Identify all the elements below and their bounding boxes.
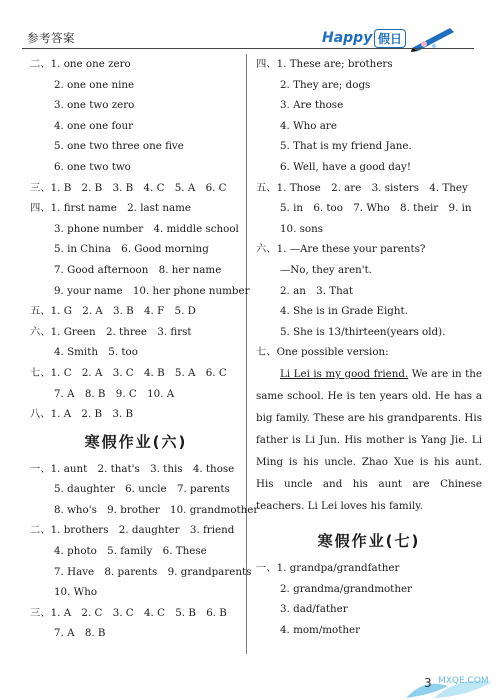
- happy-holiday-logo: [318, 24, 458, 54]
- answer-line: 7. A 8. B: [54, 627, 106, 640]
- header-rule: [22, 48, 474, 49]
- answer-line: 4. She is in Grade Eight.: [280, 305, 408, 318]
- answer-line: 六、1. —Are these your parents?: [256, 243, 426, 256]
- answer-line: 8. who's 9. brother 10. grandmother: [54, 503, 259, 516]
- section-title-homework-6: 寒假作业(六): [84, 432, 188, 451]
- answer-line: 7. Have 8. parents 9. grandparents: [54, 565, 252, 578]
- answer-line: 二、1. brothers 2. daughter 3. friend: [30, 524, 235, 537]
- answer-line: 一、1. aunt 2. that's 3. this 4. those: [30, 462, 235, 475]
- section-title-homework-7: 寒假作业(七): [317, 531, 421, 550]
- answer-line: 四、1. These are; brothers: [256, 58, 393, 70]
- page-number: 3: [424, 676, 432, 690]
- answer-line: 七、1. C 2. A 3. C 4. B 5. A 6. C: [30, 366, 227, 379]
- answer-line: 4. Smith 5. too: [54, 346, 138, 359]
- answer-line: 5. in China 6. Good morning: [54, 243, 209, 256]
- essay-body-text: We are in the same school. He is ten years old. He has a big family. These are his grandparents. His father is Li Jun. His mother is Yang Jie. Li Ming is his uncle. Zhao Xue is his aunt. His uncle and his aunt are Chinese teachers. Li Lei loves his family.: [256, 367, 483, 512]
- answer-line: 三、1. B 2. B 3. B 4. C 5. A 6. C: [30, 181, 227, 194]
- answer-line: 二、1. one one zero: [30, 58, 131, 70]
- right-column: [256, 54, 482, 640]
- logo-happy-text: Happy: [322, 30, 373, 46]
- answer-line: 七、One possible version:: [256, 346, 389, 359]
- answer-line: —No, they aren't.: [280, 263, 373, 276]
- answer-line: 五、1. Those 2. are 3. sisters 4. They: [256, 181, 468, 194]
- answer-line: 5. one two three one five: [54, 140, 184, 153]
- answer-line: 八、1. A 2. B 3. B: [30, 408, 134, 421]
- answer-line: 三、1. A 2. C 3. C 4. C 5. B 6. B: [30, 606, 227, 619]
- answer-line: 6. one two two: [54, 160, 131, 173]
- answer-line: 4. one one four: [54, 119, 134, 132]
- answer-line: 4. Who are: [280, 119, 337, 132]
- answer-line: 3. one two zero: [54, 99, 135, 112]
- site-watermark: MXQE.COM: [438, 676, 489, 686]
- answer-line: 五、1. G 2. A 3. B 4. F 5. D: [30, 305, 196, 318]
- left-column: [30, 54, 259, 644]
- essay-underlined-sentence: Li Lei is my good friend.: [280, 367, 409, 380]
- answer-line: 3. dad/father: [280, 603, 348, 616]
- answer-line: 六、1. Green 2. three 3. first: [30, 325, 192, 338]
- answer-key-label: 参考答案: [27, 31, 75, 45]
- answer-line: 9. your name 10. her phone number: [54, 284, 250, 297]
- sample-essay-paragraph: [256, 363, 482, 517]
- answer-line: 5. She is 13/thirteen(years old).: [280, 325, 446, 338]
- logo-holiday-text: 假日: [374, 29, 406, 48]
- answer-line: 2. They are; dogs: [280, 78, 371, 91]
- answer-line: 5. daughter 6. uncle 7. parents: [54, 483, 230, 496]
- answer-line: 2. grandma/grandmother: [280, 582, 412, 595]
- answer-line: 3. phone number 4. middle school: [54, 222, 239, 235]
- page-header: [0, 0, 500, 52]
- answer-line: 5. in 6. too 7. Who 8. their 9. in: [280, 202, 472, 215]
- answer-line: 四、1. first name 2. last name: [30, 202, 191, 215]
- answer-line: 一、1. grandpa/grandfather: [256, 561, 400, 574]
- answer-line: 7. Good afternoon 8. her name: [54, 263, 222, 276]
- answer-line: 6. Well, have a good day!: [280, 160, 411, 173]
- answer-line: 4. photo 5. family 6. These: [54, 545, 207, 558]
- answer-line: 4. mom/mother: [280, 623, 361, 636]
- answer-line: 3. Are those: [280, 99, 344, 112]
- answer-line: 10. Who: [54, 586, 98, 599]
- answer-line: 10. sons: [280, 222, 324, 235]
- answer-line: 2. an 3. That: [280, 284, 354, 297]
- answer-line: 2. one one nine: [54, 78, 135, 91]
- answer-line: 5. That is my friend Jane.: [280, 140, 412, 153]
- answer-line: 7. A 8. B 9. C 10. A: [54, 387, 175, 400]
